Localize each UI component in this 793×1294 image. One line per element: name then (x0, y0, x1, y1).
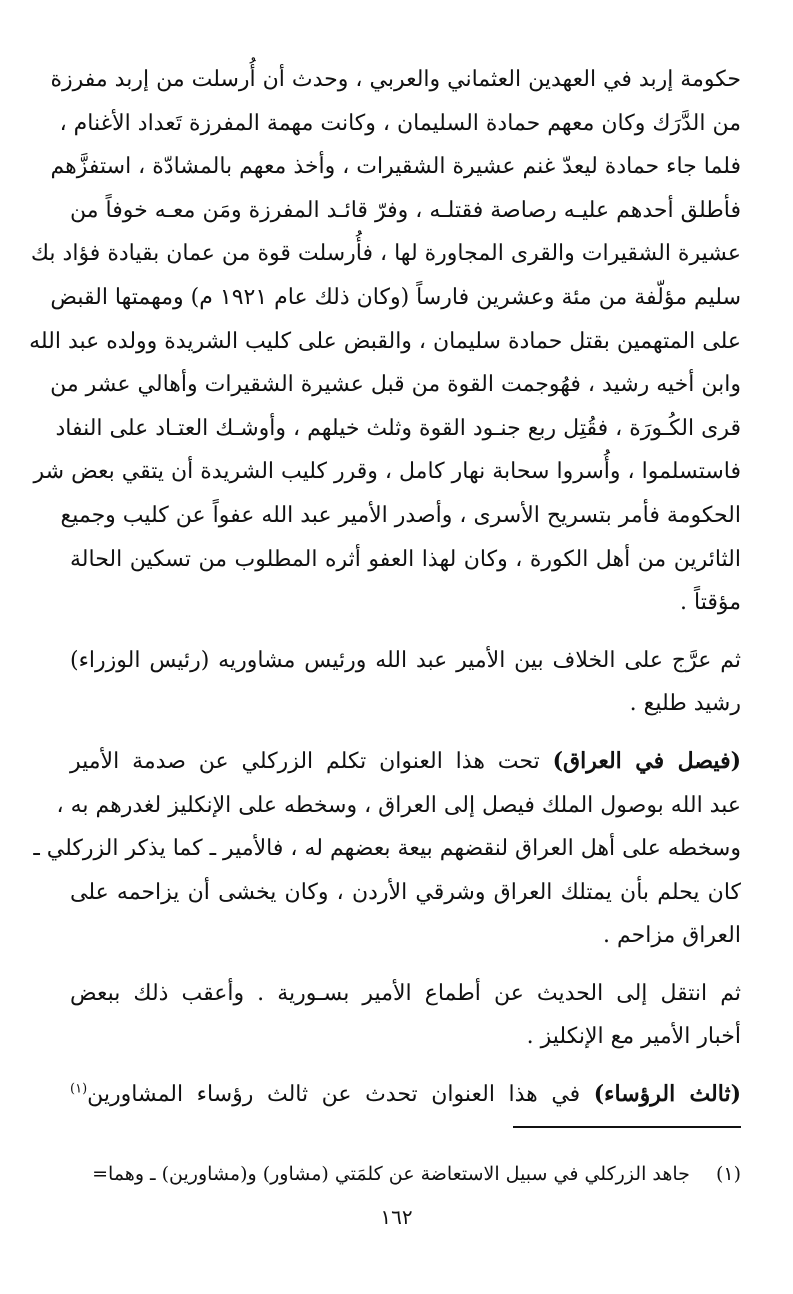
paragraph-spacer (70, 726, 741, 740)
section-heading-faisal: (فيصل في العراق) (552, 747, 741, 774)
paragraph-spacer (70, 958, 741, 972)
footnote-text: جاهد الزركلي في سبيل الاستعاضة عن كلمَتي (مشاور) و(مشاورين) ـ وهما= (92, 1163, 690, 1185)
page-body (29, 58, 741, 1117)
paragraph-3 (33, 740, 741, 958)
text-fragment: تحت هذا العنوان تكلم الزركلي عن صدمة الأمير (70, 748, 540, 774)
footnote-reference: (١) (70, 1081, 88, 1097)
text-line: الثائرين من أهل الكورة ، وكان لهذا العفو أثره المطلوب من تسكين الحالة (70, 546, 741, 572)
text-line: رشيد طليع . (629, 691, 741, 717)
text-line: العراق مزاحم . (602, 923, 741, 949)
text-line: الحكومة فأمر بتسريح الأسرى ، وأصدر الأمير عبد الله عفواً عن كليب وجميع (60, 502, 741, 528)
text-line: عشيرة الشقيرات والقرى المجاورة لها ، فأُرسلت قوة من عمان بقيادة فؤاد بك (30, 241, 741, 267)
text-line: فاستسلموا ، وأُسروا سحابة نهار كامل ، وقرر كليب الشريدة أن يتقي بعض شر (33, 459, 741, 485)
text-line: قرى الكُـورَة ، فقُتِل ربع جنـود القوة وثلث خيلهم ، وأوشـك العتـاد على النفاد (55, 415, 741, 441)
text-line: وسخطه على أهل العراق لنقضهم بيعة بعضهم له ، فالأمير ـ كما يذكر الزركلي ـ (33, 836, 741, 862)
footnote-separator (513, 1126, 741, 1128)
section-heading-third-chief: (ثالث الرؤساء) (593, 1081, 741, 1108)
text-line: كان يحلم بأن يمتلك العراق وشرقي الأردن ، وكان يخشى أن يزاحمه على (70, 879, 741, 905)
text-line: سليم مؤلّفة من مئة وعشرين فارساً (وكان ذلك عام ١٩٢١ م) ومهمتها القبض (50, 284, 741, 310)
text-line: ثم عرَّج على الخلاف بين الأمير عبد الله ورئيس مشاوريه (رئيس الوزراء) (70, 647, 741, 673)
footnote (70, 1160, 741, 1188)
page-number: ١٦٢ (380, 1205, 413, 1229)
text-line: حكومة إربد في العهدين العثماني والعربي ، وحدث أن أُرسلت من إربد مفرزة (50, 67, 741, 92)
paragraph-2 (70, 639, 741, 726)
text-line (70, 1073, 741, 1117)
footnote-marker: (١) (715, 1163, 741, 1185)
text-line: مؤقتاً . (680, 590, 741, 616)
paragraph-4 (70, 972, 741, 1059)
text-line: من الدَّرَك وكان معهم حمادة السليمان ، وكانت مهمة المفرزة تَعداد الأغنام ، (59, 110, 741, 136)
paragraph-spacer (70, 625, 741, 639)
text-line: فأطلق أحدهم عليـه رصاصة فقتلـه ، وفرّ قائـد المفرزة ومَن معـه خوفاً من (70, 197, 741, 223)
text-line: وابن أخيه رشيد ، فهُوجمت القوة من قبل عشيرة الشقيرات وأهالي عشر من (50, 372, 741, 398)
text-line: على المتهمين بقتل حمادة سليمان ، والقبض على كليب الشريدة وولده عبد الله (29, 328, 741, 354)
text-line: ثم انتقل إلى الحديث عن أطماع الأمير بسـورية . وأعقب ذلك ببعض (70, 980, 741, 1006)
paragraph-spacer (70, 1059, 741, 1073)
paragraph-1 (29, 58, 741, 625)
text-line (70, 740, 741, 784)
text-line: أخبار الأمير مع الإنكليز . (526, 1024, 741, 1050)
text-fragment: في هذا العنوان تحدث عن ثالث رؤساء المشاورين (87, 1082, 581, 1108)
paragraph-5 (70, 1073, 741, 1117)
text-line: فلما جاء حمادة ليعدّ غنم عشيرة الشقيرات ، وأخذ معهم بالمشادّة ، استفزَّهم (50, 154, 741, 180)
text-line: عبد الله بوصول الملك فيصل إلى العراق ، وسخطه على الإنكليز لغدرهم به ، (56, 792, 741, 818)
